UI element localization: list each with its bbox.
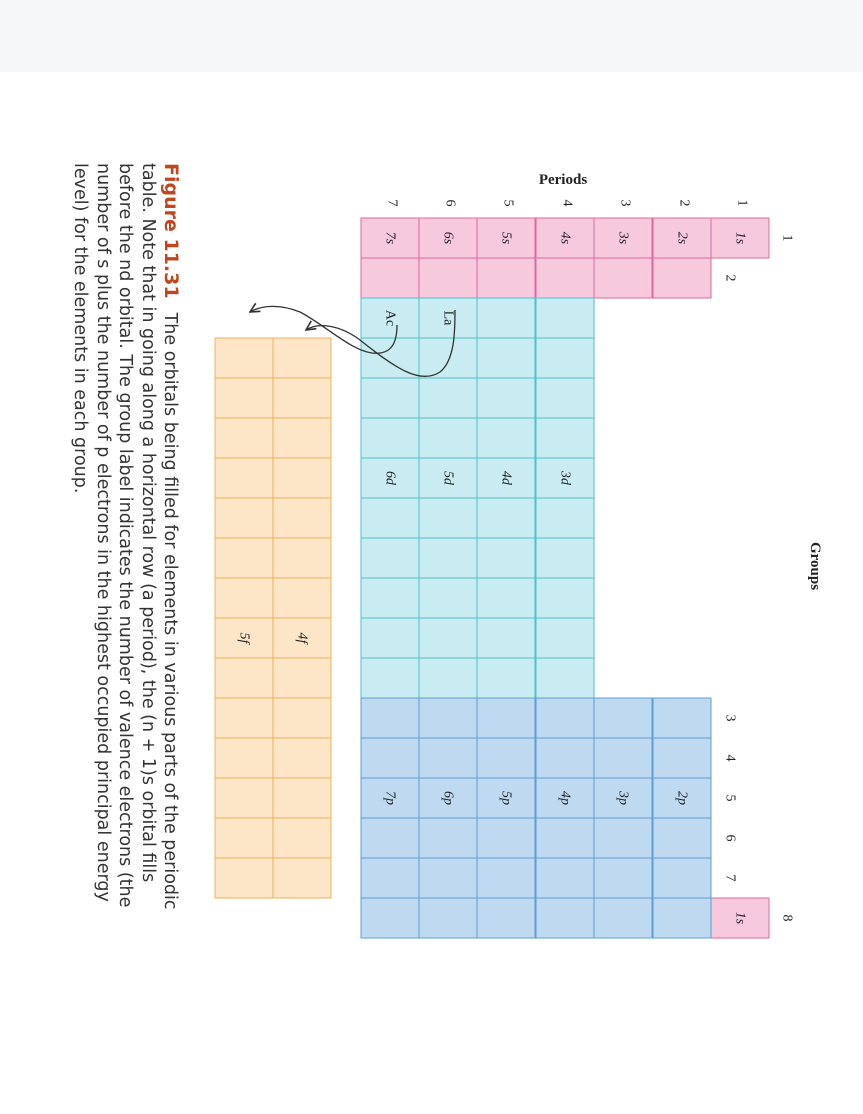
- s-orbital-label: 5s: [498, 231, 514, 245]
- p-block-cell: [536, 698, 594, 738]
- period-number-label: 6: [442, 199, 458, 207]
- p-block-cell: [477, 858, 535, 898]
- p-block-cell: [536, 818, 594, 858]
- f-block-cell: [215, 538, 273, 578]
- f-block-cell: [273, 778, 331, 818]
- p-orbital-label: 2p: [674, 791, 690, 805]
- d-block-cell: [361, 378, 419, 418]
- d-block-cell: [477, 618, 535, 658]
- d-orbital-label: 3d: [557, 471, 573, 485]
- group-number-label: 7: [722, 874, 738, 882]
- p-block-cell: [653, 698, 711, 738]
- p-block-cell: [361, 698, 419, 738]
- period-number-label: 5: [500, 199, 516, 207]
- f-block-cell: [273, 858, 331, 898]
- d-block-cell: [477, 498, 535, 538]
- f-block-cell: [273, 418, 331, 458]
- d-block-cell: [361, 538, 419, 578]
- d-block-cell: [536, 418, 594, 458]
- s-block-cell: [594, 258, 652, 298]
- p-block-cell: [477, 698, 535, 738]
- d-block-cell: [419, 378, 477, 418]
- d-orbital-label: 4d: [498, 471, 514, 485]
- s-orbital-label: 3s: [615, 231, 631, 245]
- f-block-cell: [215, 698, 273, 738]
- f-block-cell: [273, 498, 331, 538]
- d-block-cell: [536, 498, 594, 538]
- d-block-cell: [419, 538, 477, 578]
- d-block-cell: [536, 618, 594, 658]
- p-block-cell: [419, 818, 477, 858]
- period-number-label: 3: [617, 199, 633, 207]
- p-block-cell: [594, 858, 652, 898]
- d-block-cell: [477, 418, 535, 458]
- s-block-cell: [477, 258, 535, 298]
- p-block-cell: [594, 898, 652, 938]
- f-block-cell: [273, 738, 331, 778]
- d-block-cell: [361, 658, 419, 698]
- s-orbital-label: 6s: [440, 231, 456, 245]
- helium-orbital-label: 1s: [732, 911, 748, 925]
- figure-caption: [32, 163, 182, 943]
- s-orbital-label: 2s: [674, 231, 690, 245]
- p-orbital-label: 4p: [557, 791, 573, 805]
- period-number-label: 7: [384, 199, 400, 207]
- d-block-cell: [419, 658, 477, 698]
- p-block-cell: [477, 898, 535, 938]
- d-block-cell: [536, 298, 594, 338]
- p-block-cell: [477, 738, 535, 778]
- p-block-cell: [653, 738, 711, 778]
- f-block-cell: [215, 818, 273, 858]
- p-block-cell: [536, 858, 594, 898]
- d-block-cell: [536, 378, 594, 418]
- figure-number: Figure 11.31: [160, 163, 182, 299]
- d-block-cell: [419, 578, 477, 618]
- p-block-cell: [419, 898, 477, 938]
- f-block-cell: [273, 698, 331, 738]
- groups-axis-title: Groups: [807, 541, 823, 591]
- p-block-cell: [477, 818, 535, 858]
- p-block-cell: [536, 738, 594, 778]
- s-orbital-label: 4s: [557, 231, 573, 245]
- s-block-cell: [653, 258, 711, 298]
- d-block-cell: [536, 658, 594, 698]
- p-block-cell: [594, 698, 652, 738]
- f-block-cell: [273, 578, 331, 618]
- f-block-cell: [273, 338, 331, 378]
- group-number-label: 5: [722, 794, 738, 802]
- f-orbital-label: 5f: [236, 632, 252, 644]
- group-number-label: 1: [779, 234, 795, 242]
- d-block-cell: [361, 338, 419, 378]
- d-block-cell: [361, 618, 419, 658]
- p-block-cell: [361, 818, 419, 858]
- d-block-cell: [419, 418, 477, 458]
- f-block-cell: [215, 658, 273, 698]
- period-number-label: 2: [676, 199, 692, 207]
- group-number-label: 6: [722, 834, 738, 842]
- d-block-cell: [419, 618, 477, 658]
- d-block-cell: [419, 498, 477, 538]
- d-orbital-label: 6d: [382, 471, 398, 485]
- f-block-cell: [273, 378, 331, 418]
- f-block-cell: [273, 538, 331, 578]
- p-block-cell: [419, 858, 477, 898]
- d-orbital-label: 5d: [440, 471, 456, 485]
- p-block-cell: [419, 698, 477, 738]
- s-orbital-label: 7s: [382, 231, 398, 245]
- f-block-cell: [215, 578, 273, 618]
- d-block-cell: [361, 578, 419, 618]
- d-block-cell: [536, 338, 594, 378]
- group-number-label: 2: [722, 274, 738, 282]
- p-block-cell: [419, 738, 477, 778]
- actinium-label: Ac: [382, 309, 398, 327]
- p-orbital-label: 5p: [498, 791, 514, 805]
- p-block-cell: [361, 898, 419, 938]
- d-block-cell: [477, 578, 535, 618]
- d-block-cell: [536, 538, 594, 578]
- period-number-label: 1: [734, 199, 750, 207]
- periods-axis-title: Periods: [538, 172, 588, 188]
- d-block-cell: [477, 538, 535, 578]
- p-block-cell: [653, 858, 711, 898]
- f-block-cell: [215, 498, 273, 538]
- period-number-label: 4: [559, 199, 575, 207]
- group-number-label: 3: [722, 714, 738, 722]
- f-block-cell: [215, 778, 273, 818]
- f-block-cell: [215, 378, 273, 418]
- f-block-cell: [215, 858, 273, 898]
- lanthanum-label: La: [440, 310, 456, 326]
- p-orbital-label: 6p: [440, 791, 456, 805]
- f-block-cell: [273, 658, 331, 698]
- d-block-cell: [419, 338, 477, 378]
- s-orbital-label: 1s: [732, 231, 748, 245]
- d-block-cell: [477, 658, 535, 698]
- p-block-cell: [594, 818, 652, 858]
- p-block-cell: [653, 818, 711, 858]
- p-block-cell: [361, 738, 419, 778]
- s-block-cell: [536, 258, 594, 298]
- group-number-label: 4: [722, 754, 738, 762]
- d-block-cell: [477, 298, 535, 338]
- d-block-cell: [361, 418, 419, 458]
- p-block-cell: [594, 738, 652, 778]
- f-block-cell: [273, 818, 331, 858]
- d-block-cell: [477, 338, 535, 378]
- s-block-cell: [361, 258, 419, 298]
- d-block-cell: [361, 498, 419, 538]
- f-block-cell: [215, 338, 273, 378]
- p-block-cell: [653, 898, 711, 938]
- f-block-cell: [215, 738, 273, 778]
- caption-text: The orbitals being filled for elements in various parts of the periodic table. Note that in going along a horizontal row (a period), the (n + 1)s orbital fills before the nd orbital. The group label indicates the number of valence electrons (the number of s plus the number of p electrons in the highest occupied principal energy level) for the elements in each group.: [70, 163, 180, 910]
- f-orbital-label: 4f: [294, 632, 310, 644]
- p-block-cell: [536, 898, 594, 938]
- d-block-cell: [536, 578, 594, 618]
- p-block-cell: [361, 858, 419, 898]
- group-number-label: 8: [779, 914, 795, 922]
- f-block-cell: [273, 458, 331, 498]
- f-block-cell: [215, 458, 273, 498]
- s-block-cell: [419, 258, 477, 298]
- p-orbital-label: 3p: [615, 791, 631, 805]
- p-orbital-label: 7p: [382, 791, 398, 805]
- d-block-cell: [477, 378, 535, 418]
- f-block-cell: [215, 418, 273, 458]
